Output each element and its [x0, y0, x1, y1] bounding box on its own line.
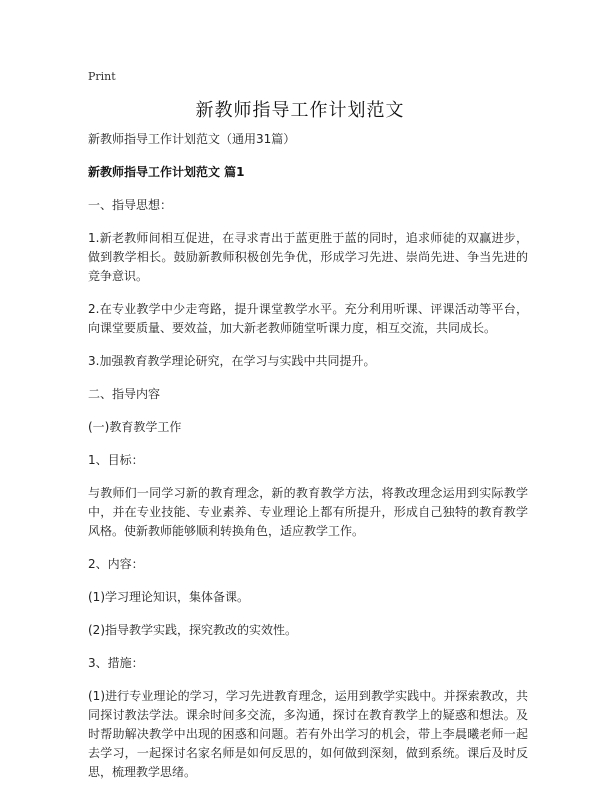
paragraph: (1)进行专业理论的学习，学习先进教育理念，运用到教学实践中。并探索教改，共同探讨教法学法。课余时间多交流，多沟通，探讨在教育教学上的疑惑和想法。及时帮助解决教学中出现的困惑和问题。若有外出学习的机会，带上李晨曦老师一起去学习，一起探讨名家名师是如何反思的，如何做到深刻，做到系统。课后及时反思，梳理教学思绪。 [88, 689, 528, 779]
document-body [88, 130, 528, 794]
paragraph: (2)指导教学实践，探究教改的实效性。 [88, 623, 297, 637]
document-title: 新教师指导工作计划范文 [195, 100, 405, 121]
paragraph: 二、指导内容 [88, 387, 161, 401]
paragraph: 与教师们一同学习新的教育理念，新的教育教学方法，将教改理念运用到实际教学中，并在专业技能、专业素养、专业理论上都有所提升，形成自己独特的教育教学风格。使新教师能够顺利转换角色，适应教学工作。 [88, 486, 528, 538]
paragraph: (一)教育教学工作 [88, 420, 182, 434]
paragraph: 3、措施： [88, 656, 144, 670]
document-subtitle: 新教师指导工作计划范文（通用31篇） [88, 132, 296, 146]
print-label: Print [88, 70, 116, 83]
section-heading: 新教师指导工作计划范文 篇1 [88, 165, 245, 179]
paragraph: 1、目标： [88, 453, 144, 467]
paragraph: 2、内容： [88, 557, 144, 571]
paragraph: 一、指导思想： [88, 198, 173, 212]
paragraph: (1)学习理论知识，集体备课。 [88, 590, 249, 604]
paragraph: 3.加强教育教学理论研究，在学习与实践中共同提升。 [88, 354, 376, 368]
paragraph: 2.在专业教学中少走弯路，提升课堂教学水平。充分利用听课、评课活动等平台，向课堂要质量、要效益，加大新老教师随堂听课力度，相互交流，共同成长。 [88, 302, 528, 335]
paragraph: 1.新老教师间相互促进，在寻求青出于蓝更胜于蓝的同时，追求师徒的双赢进步，做到教学相长。鼓励新教师积极创先争优，形成学习先进、崇尚先进、争当先进的竞争意识。 [88, 231, 528, 283]
